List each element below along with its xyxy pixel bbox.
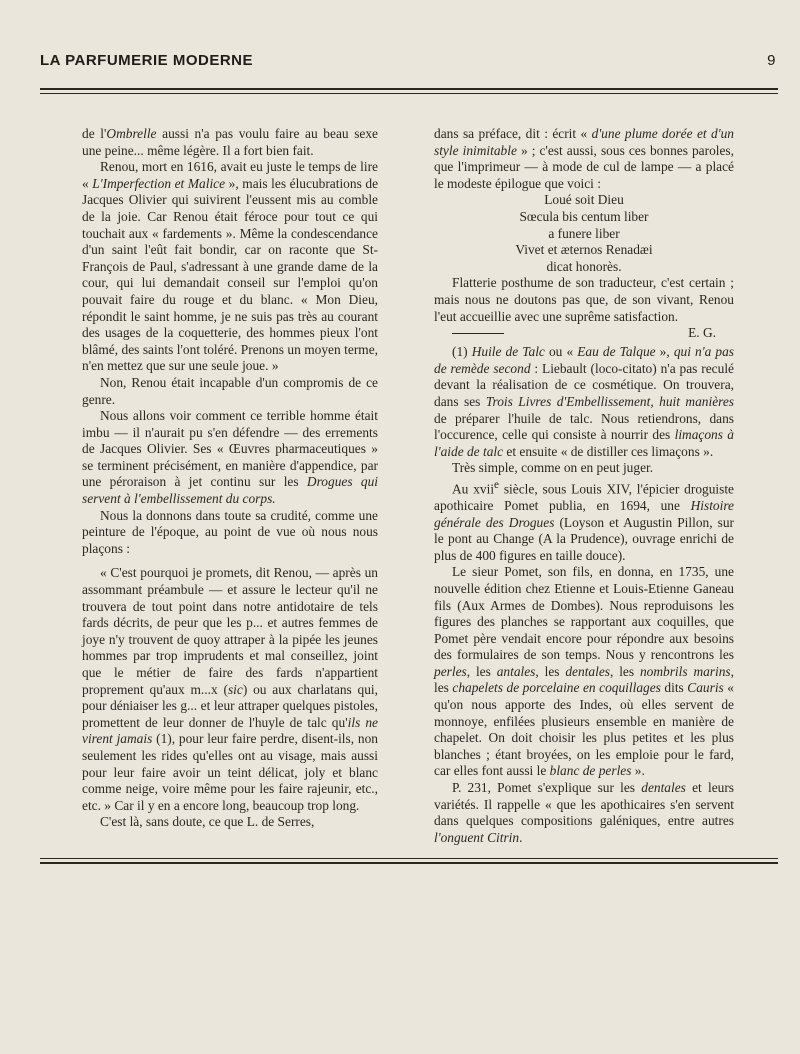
closing-paragraph: Flatterie posthume de son traducteur, c'est certain ; mais nous ne doutons pas que, de son vivant, Renou l'eut accueillie avec une suprême satisfaction. E. G.	[434, 275, 734, 341]
running-header	[40, 52, 776, 74]
verse-line: Vivet et æternos Renadæi	[515, 242, 653, 258]
verse-line: Sœcula bis centum liber	[519, 208, 649, 224]
header-rule-thin	[40, 93, 778, 94]
paragraph: Nous la donnons dans toute sa crudité, comme une peinture de l'époque, au point de vue où nous nous plaçons :	[82, 507, 378, 556]
left-column	[82, 126, 378, 831]
footnote: (1) Huile de Talc ou « Eau de Talque », qui n'a pas de remède second : Liebault (loco-citato) n'a pas reculé devant la réalisation de ce cosmétique. On trouvera, dans ses Trois Livres d'Embellissement, huit manières de préparer l'huile de talc. Nous retiendrons, dans l'occurence, celle qui consiste à nourrir des limaçons à l'aide de talc et ensuite « de distiller ces limaçons ».	[434, 344, 735, 459]
journal-title: LA PARFUMERIE MODERNE	[40, 52, 253, 69]
footnote-paragraph: Très simple, comme on en peut juger.	[452, 460, 654, 476]
footnote-paragraph: P. 231, Pomet s'explique sur les dentales et leurs variétés. Il rappelle « que les apothicaires s'en servent dans quelques compositions galéniques, entre autres l'onguent Citrin.	[434, 780, 735, 845]
paragraph: Nous allons voir comment ce terrible homme était imbu — il n'aurait pu s'en défendre — des errements de Jacques Olivier. Ses « Œuvres pharmaceutiques » se terminent précisément, en manière d'appendice, par une péroraison à jet continu sur les Drogues qui servent à l'embellissement du corps.	[82, 408, 378, 507]
paragraph: C'est là, sans doute, ce que L. de Serres,	[100, 814, 315, 830]
paragraph: Non, Renou était incapable d'un compromis de ce genre.	[82, 374, 378, 407]
verse-line: a funere liber	[548, 225, 620, 241]
paragraph: de l'Ombrelle aussi n'a pas voulu faire au beau sexe une peine... même légère. Il a fort bien fait.	[82, 126, 379, 158]
latin-epilogue-verse	[434, 192, 734, 275]
footnote-paragraph: Au xvii$^e$ siècle, sous Louis XIV, l'épicier droguiste apothicaire Pomet publia, en 1694, une Histoire générale des Drogues (Loyson et Augustin Pillon, sur le pont au Change (A la Prudence), ouvrage enrichi de plus de 400 figures en taille douce).	[434, 478, 735, 563]
right-column	[434, 126, 734, 846]
quotation-paragraph: « C'est pourquoi je promets, dit Renou, — après un assommant préambule — et assure le lecteur qu'il ne trouvera de tout point dans notre antidotaire de tels fards décrits, de peur que les p... et autres femmes de joye n'y trouvent de quoy attraper à la pipée les jeunes hommes par trop imprudents et mal conseillez, joint que le métier de faire des fards n'appartient proprement qu'aux m...x (sic) ou aux charlatans qui, pour déniaiser les g... et leur attraper quelques pistoles, promettent de leur donner de l'huyle de talc qu'ils ne virent jamais (1), pour leur faire perdre, disent-ils, non seulement les rides qu'elles ont au visage, mais aussi pour leur faire avoir un teint délicat, joly et blanc comme neige, voire même pour les faire rajeunir, etc., etc. » Car il y en a encore long, beaucoup trop long.	[82, 565, 378, 813]
paragraph: dans sa préface, dit : écrit « d'une plume dorée et d'un style inimitable » ; c'est aussi, sous ces bonnes paroles, que l'imprimeur — à mode de cul de lampe — a placé le modeste épilogue que voici :	[434, 126, 734, 191]
page-number: 9	[767, 52, 776, 69]
footnote-rule	[452, 333, 504, 334]
footer-rule-thin	[40, 858, 778, 859]
footnote-paragraph: Le sieur Pomet, son fils, en donna, en 1735, une nouvelle édition chez Etienne et Louis-Etienne Ganeau fils (Aux Armes de Dombes). Nous reproduisons les figures des planches se rapportant aux coquilles, que Pomet père vendait encore pour répondre aux besoins des formulaires de son temps. Nous y rencontrons les perles, les antales, les dentales, les nombrils marins, les chapelets de porcelaine en coquillages dits Cauris « qu'on nous apporte des Indes, où elles servent de monnoye, enfilées plusieurs ensemble en manière de chapelet. On doit choisir les plus petites et les plus blanches ; étant broyées, on les emploie pour le fard, car elles font aussi le blanc de perles ».	[434, 564, 735, 779]
paragraph: Renou, mort en 1616, avait eu juste le temps de lire « L'Imperfection et Malice », mais les élucubrations de Jacques Olivier qui suivirent l'eussent mis au comble de la joie. Car Renou était féroce pour tout ce qui touchait aux « fardements ». Même la condescendance d'un saint l'eût fait bondir, car on raconte que St-François de Paul, s'adressant à une grande dame de la cour, qui lui demandait conseil sur l'emploi qu'on pouvait faire du rouge et du blanc. « Mon Dieu, répondit le saint homme, je ne suis pas très au courant des usages de la coquetterie, des hommes pieux l'ont blâmé, des saints l'ont toléré. Prenons un moyen terme, n'en mettez que sur une seule joue. »	[82, 159, 379, 374]
verse-line: dicat honorès.	[546, 258, 622, 274]
author-initials: E. G.	[688, 325, 716, 341]
header-rule-thick	[40, 88, 778, 90]
footer-rule-thick	[40, 862, 778, 864]
verse-line: Loué soit Dieu	[544, 192, 624, 208]
